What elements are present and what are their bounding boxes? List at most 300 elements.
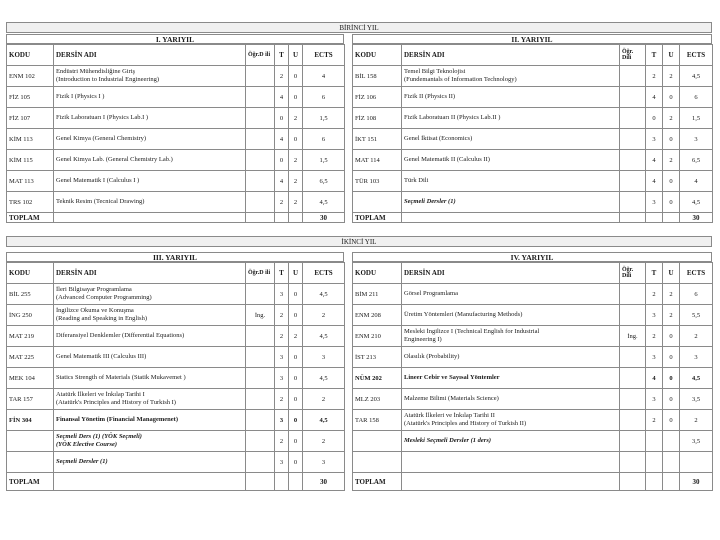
course-code: İST 213 [353,347,402,368]
course-t: 3 [646,347,663,368]
total-label: TOPLAM [353,213,402,223]
course-u: 0 [289,452,303,473]
course-t: 2 [646,284,663,305]
course-u: 2 [289,108,303,129]
course-language [620,108,646,129]
course-name-english: (Advanced Computer Programming) [56,294,152,301]
total-row [7,473,345,491]
header-code: KODU [353,45,402,66]
course-code [7,452,54,473]
semester-4-table [352,262,713,491]
course-row [353,171,713,192]
course-row [7,66,345,87]
course-name-line: Fizik Laboratuarı I (Physics Lab.I ) [56,114,149,121]
course-name [402,192,620,213]
course-t: 3 [275,410,289,431]
header-ects: ECTS [303,263,345,284]
header-ects: ECTS [303,45,345,66]
course-ects: 4,5 [680,192,713,213]
course-code: KİM 115 [7,150,54,171]
total-spacer [289,473,303,491]
course-u: 0 [663,171,680,192]
course-language [620,368,646,389]
course-t: 2 [275,305,289,326]
course-name-line: Türk Dili [404,177,429,184]
course-u: 0 [289,66,303,87]
header-row [7,45,345,66]
course-code: BİL 158 [353,66,402,87]
course-name [54,108,246,129]
course-name [54,305,246,326]
course-ects: 3 [680,129,713,150]
course-name [54,347,246,368]
course-t: 2 [646,410,663,431]
header-code: KODU [353,263,402,284]
course-language [620,431,646,452]
course-row [7,129,345,150]
course-name-line: Fizik Laboratuarı II (Physics Lab.II ) [404,114,501,121]
course-name-line: Genel Kimya (General Chemistry) [56,135,147,142]
course-name-line: Genel Kimya Lab. (General Chemistry Lab.) [56,156,173,163]
course-name [402,431,620,452]
course-row [353,389,713,410]
header-t: T [275,45,289,66]
course-name [402,150,620,171]
semester-3-title: III. YARIYIL [6,252,344,262]
course-name [402,368,620,389]
course-row [7,389,345,410]
course-language: İng. [246,305,275,326]
course-t: 2 [275,326,289,347]
course-ects: 2 [303,389,345,410]
course-ects: 5,5 [680,305,713,326]
total-spacer [620,473,646,491]
course-name [402,171,620,192]
course-language [246,389,275,410]
course-u: 0 [663,326,680,347]
course-row [353,129,713,150]
course-u: 0 [289,431,303,452]
total-spacer [246,473,275,491]
course-code: FİZ 107 [7,108,54,129]
course-ects: 6 [680,284,713,305]
course-u [663,431,680,452]
course-name-line: Temel Bilgi Teknolojisi [404,68,466,75]
course-ects: 4 [680,171,713,192]
course-ects: 4,5 [680,368,713,389]
course-t: 4 [275,171,289,192]
course-name-english: (Reading and Speaking in English) [56,315,147,322]
course-u: 2 [663,150,680,171]
course-ects: 3 [680,347,713,368]
total-row [353,473,713,491]
course-u: 0 [663,87,680,108]
course-name-line: Statics Strength of Materials (Statik Mukavemet ) [56,374,186,381]
semester-2-table [352,44,713,223]
header-code: KODU [7,263,54,284]
course-code: FİZ 108 [353,108,402,129]
course-name [54,389,246,410]
course-ects: 6 [303,129,345,150]
course-code: KİM 113 [7,129,54,150]
total-spacer [620,213,646,223]
course-t: 2 [275,389,289,410]
course-code: TÜR 103 [353,171,402,192]
course-t: 4 [646,150,663,171]
course-code: TAR 157 [7,389,54,410]
course-row [353,347,713,368]
course-code: ENM 210 [353,326,402,347]
course-ects [680,452,713,473]
total-spacer [646,213,663,223]
course-u: 0 [289,284,303,305]
header-u: U [663,45,680,66]
total-spacer [246,213,275,223]
course-ects: 4,5 [303,368,345,389]
header-t: T [275,263,289,284]
course-u: 2 [289,326,303,347]
course-code: BİM 211 [353,284,402,305]
course-name [402,284,620,305]
course-row [353,66,713,87]
semester-1-title: I. YARIYIL [6,34,344,44]
course-ects: 4,5 [303,410,345,431]
course-t: 0 [646,108,663,129]
total-spacer [402,473,620,491]
course-t: 4 [275,129,289,150]
course-language [620,171,646,192]
course-u: 2 [289,192,303,213]
course-code: NÜM 202 [353,368,402,389]
course-name-line: Lineer Cebir ve Sayısal Yöntemler [404,374,500,381]
course-t: 4 [646,368,663,389]
header-t: T [646,263,663,284]
total-spacer [54,473,246,491]
course-name [54,171,246,192]
header-u: U [663,263,680,284]
course-code: MEK 104 [7,368,54,389]
course-row [7,108,345,129]
course-row [7,171,345,192]
course-u: 2 [663,66,680,87]
header-row [353,263,713,284]
course-code: MAT 219 [7,326,54,347]
total-ects: 30 [680,213,713,223]
course-language [620,150,646,171]
course-name [402,305,620,326]
course-row [7,284,345,305]
course-t: 3 [275,368,289,389]
total-spacer [402,213,620,223]
course-u: 0 [663,347,680,368]
course-name [402,410,620,431]
course-t: 3 [275,452,289,473]
course-name [54,192,246,213]
total-spacer [275,213,289,223]
course-u: 0 [289,347,303,368]
semester-2-title: II. YARIYIL [352,34,712,44]
course-u: 2 [289,150,303,171]
course-code: TRS 102 [7,192,54,213]
header-ects: ECTS [680,45,713,66]
course-t: 4 [275,87,289,108]
course-language [246,347,275,368]
course-u: 0 [289,87,303,108]
course-name [54,66,246,87]
course-u: 0 [289,368,303,389]
course-name [54,368,246,389]
course-language [620,305,646,326]
course-name-english: (Atatürk's Principles and History of Turkish II) [404,420,527,427]
course-name-line: Mesleki Seçmeli Dersler (1 ders) [404,437,492,444]
course-ects: 6,5 [303,171,345,192]
course-u: 0 [289,305,303,326]
course-u: 0 [289,129,303,150]
course-name-english: (YÖK Elective Course) [56,441,118,448]
course-code [353,452,402,473]
course-t [646,431,663,452]
course-ects: 6 [680,87,713,108]
course-row [353,150,713,171]
course-language [246,192,275,213]
course-u [663,452,680,473]
course-name-line: İngilizce Okuma ve Konuşma [56,307,134,314]
year-header-first: BİRİNCİ YIL [6,22,712,33]
course-language [246,410,275,431]
course-language [246,87,275,108]
course-ects: 1,5 [303,150,345,171]
course-code: FİN 304 [7,410,54,431]
course-t: 2 [646,66,663,87]
course-language: İng. [620,326,646,347]
course-name-english: (Atatürk's Principles and History of Turkish I) [56,399,176,406]
course-code [353,192,402,213]
course-u: 2 [289,171,303,192]
total-ects: 30 [303,473,345,491]
course-row [7,452,345,473]
course-language [246,66,275,87]
course-code: MAT 114 [353,150,402,171]
course-code: MAT 225 [7,347,54,368]
course-name-line: Endüstri Mühendisliğine Giriş [56,68,136,75]
course-row [7,305,345,326]
course-name-line: Seçmeli Dersler (1) [404,198,456,205]
header-row [353,45,713,66]
course-t [646,452,663,473]
course-ects: 4,5 [303,326,345,347]
course-language [620,129,646,150]
course-language [246,150,275,171]
course-name-line: Üretim Yöntemleri (Manufacturing Methods) [404,311,523,318]
course-name-english: (Introduction to Industrial Engineering) [56,76,160,83]
course-ects: 4,5 [303,284,345,305]
course-code: FİZ 105 [7,87,54,108]
course-code: MAT 113 [7,171,54,192]
total-label: TOPLAM [7,213,54,223]
course-language [620,410,646,431]
course-code: TAR 158 [353,410,402,431]
header-language: Öğr. Dili [620,45,646,66]
course-language [620,87,646,108]
course-t: 3 [646,192,663,213]
course-t: 3 [646,389,663,410]
course-row [353,108,713,129]
course-code: BİL 255 [7,284,54,305]
course-name [54,150,246,171]
course-name [402,389,620,410]
course-language [246,171,275,192]
header-u: U [289,45,303,66]
course-t: 3 [646,129,663,150]
course-name [54,452,246,473]
course-language [246,452,275,473]
header-course-name: DERSİN ADI [402,45,620,66]
course-u: 0 [289,389,303,410]
course-row [353,368,713,389]
course-name [402,452,620,473]
course-t: 3 [275,347,289,368]
course-row [353,284,713,305]
course-name-line: Teknik Resim (Tecnical Drawing) [56,198,145,205]
total-ects: 30 [680,473,713,491]
header-language: Öğr.D ili [246,45,275,66]
course-language [246,284,275,305]
course-ects: 3 [303,452,345,473]
course-name [54,87,246,108]
course-t: 4 [646,171,663,192]
course-language [246,431,275,452]
semester-4-title: IV. YARIYIL [352,252,712,262]
course-language [246,108,275,129]
course-row [353,326,713,347]
course-row [7,410,345,431]
course-name-line: Genel Matematik III (Calculus III) [56,353,147,360]
course-code: ENM 208 [353,305,402,326]
course-ects: 2 [303,305,345,326]
course-language [246,326,275,347]
course-t: 2 [275,192,289,213]
course-ects: 2 [303,431,345,452]
header-language: Öğr.D ili [246,263,275,284]
header-course-name: DERSİN ADI [402,263,620,284]
course-u: 2 [663,284,680,305]
course-ects: 3,5 [680,431,713,452]
header-t: T [646,45,663,66]
course-code: MLZ 203 [353,389,402,410]
course-ects: 2 [680,326,713,347]
course-language [620,66,646,87]
year-header-second: İKİNCİ YIL [6,236,712,247]
course-ects: 4,5 [303,192,345,213]
course-name-line: Fizik I (Physics I ) [56,93,105,100]
course-u: 0 [663,192,680,213]
course-t: 2 [646,326,663,347]
course-language [620,347,646,368]
course-name-line: Malzeme Bilimi (Materials Science) [404,395,499,402]
course-t: 0 [275,108,289,129]
course-t: 3 [275,284,289,305]
total-spacer [663,473,680,491]
course-language [620,284,646,305]
course-ects: 4 [303,66,345,87]
course-row [353,410,713,431]
total-spacer [275,473,289,491]
course-name-line: Seçmeli Ders (1) (YÖK Seçmeli) [56,433,142,440]
header-row [7,263,345,284]
course-name [54,129,246,150]
course-u: 2 [663,108,680,129]
course-row [353,431,713,452]
course-ects: 4,5 [680,66,713,87]
course-name-line: Atatürk İlkeleri ve İnkılap Tarihi I [56,391,145,398]
semester-1-table [6,44,345,223]
course-name [402,87,620,108]
course-t: 2 [275,66,289,87]
course-name-line: Genel İktisat (Economics) [404,135,473,142]
course-t: 0 [275,150,289,171]
course-u: 0 [289,410,303,431]
course-name [402,108,620,129]
course-name-line: Genel Matematik I (Calculus I ) [56,177,140,184]
total-spacer [289,213,303,223]
course-language [620,389,646,410]
total-row [353,213,713,223]
total-ects: 30 [303,213,345,223]
course-ects: 1,5 [680,108,713,129]
course-name-line: Fizik II (Physics II) [404,93,456,100]
course-code: İNG 250 [7,305,54,326]
course-u: 2 [663,305,680,326]
course-name [54,284,246,305]
header-u: U [289,263,303,284]
header-course-name: DERSİN ADI [54,263,246,284]
course-code: İKT 151 [353,129,402,150]
total-spacer [54,213,246,223]
course-name-line: Görsel Programlama [404,290,458,297]
course-row [353,87,713,108]
course-code: FİZ 106 [353,87,402,108]
course-name-line: Seçmeli Dersler (1) [56,458,108,465]
course-name-line: İleri Bilgisayar Programlama [56,286,132,293]
total-spacer [646,473,663,491]
header-language: Öğr. Dili [620,263,646,284]
course-name-english: (Fundemantals of Information Technology) [404,76,517,83]
course-row [7,431,345,452]
course-ects: 3,5 [680,389,713,410]
course-row [7,87,345,108]
course-name [402,347,620,368]
header-code: KODU [7,45,54,66]
course-language [620,452,646,473]
course-name-english: Engineering I) [404,336,442,343]
course-name [54,431,246,452]
course-row [7,150,345,171]
course-row [7,192,345,213]
course-code [353,431,402,452]
course-t: 4 [646,87,663,108]
course-row [353,452,713,473]
course-code [7,431,54,452]
course-u: 0 [663,389,680,410]
course-name [54,326,246,347]
semester-3-table [6,262,345,491]
course-t: 2 [275,431,289,452]
course-language [246,368,275,389]
course-ects: 2 [680,410,713,431]
course-row [7,347,345,368]
course-row [353,192,713,213]
course-name-line: Diferansiyel Denklemler (Differential Equations) [56,332,185,339]
